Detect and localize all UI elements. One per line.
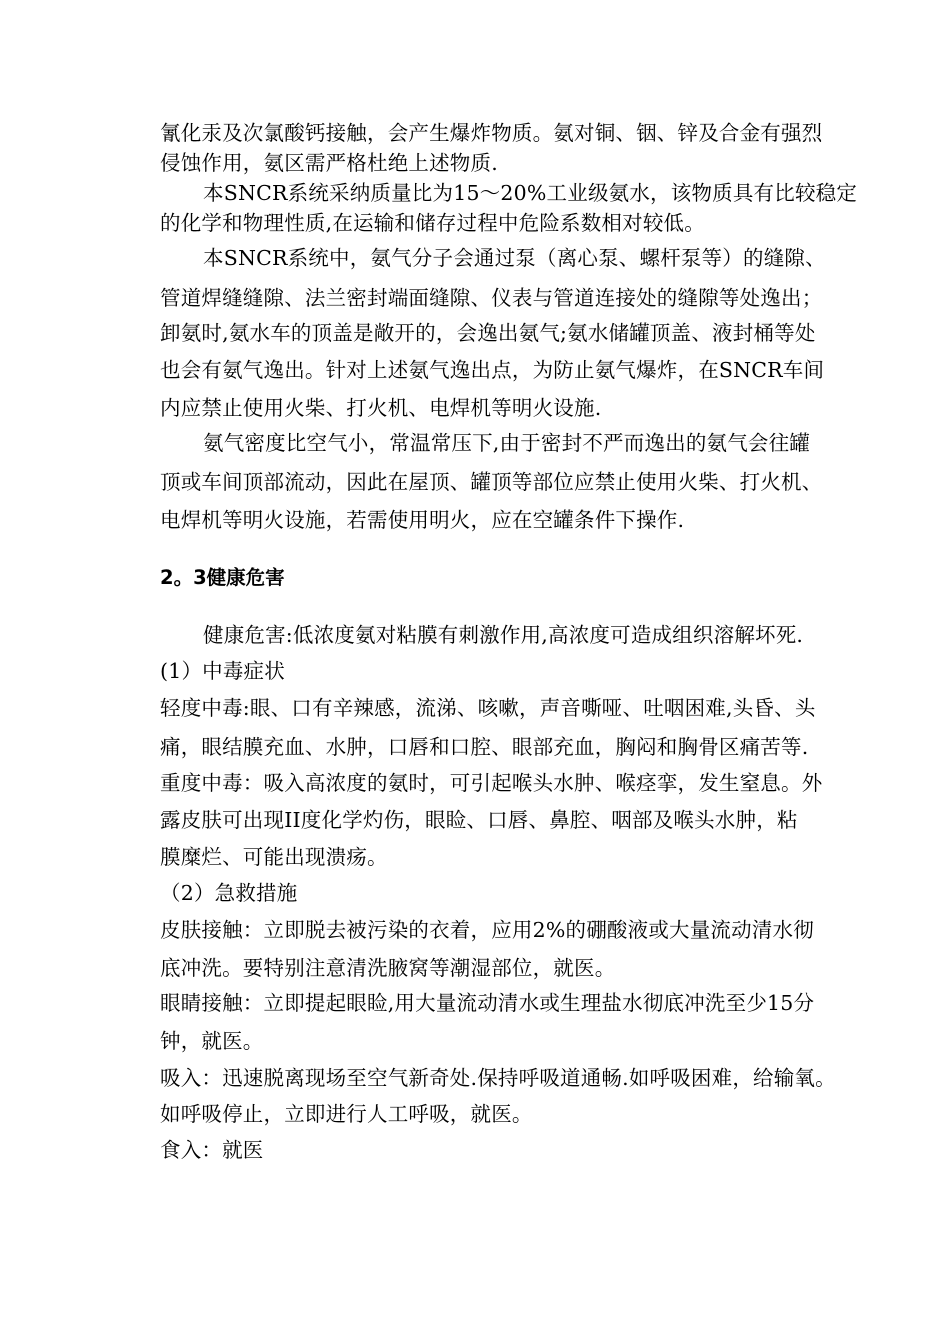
paragraph-line: 重度中毒：吸入高浓度的氨时，可引起喉头水肿、喉痉挛，发生窒息。外 bbox=[160, 771, 823, 795]
paragraph-line: 卸氨时,氨水车的顶盖是敞开的，会逸出氨气;氨水储罐顶盖、液封桶等处 bbox=[160, 321, 816, 345]
paragraph-line: 电焊机等明火设施，若需使用明火，应在空罐条件下操作. bbox=[160, 508, 685, 532]
paragraph-line: 健康危害:低浓度氨对粘膜有刺激作用,高浓度可造成组织溶解坏死. bbox=[203, 623, 804, 647]
paragraph-line: 膜糜烂、可能出现溃疡。 bbox=[160, 845, 388, 869]
paragraph-line: 本SNCR系统中，氨气分子会通过泵（离心泵、螺杆泵等）的缝隙、 bbox=[203, 246, 826, 270]
paragraph-line: 痛，眼结膜充血、水肿，口唇和口腔、眼部充血，胸闷和胸骨区痛苦等. bbox=[160, 735, 809, 759]
paragraph-line: 氰化汞及次氯酸钙接触，会产生爆炸物质。氨对铜、铟、锌及合金有强烈 bbox=[160, 121, 823, 145]
paragraph-line: 如呼吸停止，立即进行人工呼吸，就医。 bbox=[160, 1102, 533, 1126]
paragraph-line: 也会有氨气逸出。针对上述氨气逸出点，为防止氨气爆炸，在SNCR车间 bbox=[160, 358, 825, 382]
paragraph-line: 底冲洗。要特别注意清洗腋窝等潮湿部位，就医。 bbox=[160, 956, 616, 980]
paragraph-line: 氨气密度比空气小，常温常压下,由于密封不严而逸出的氨气会往罐 bbox=[203, 431, 811, 455]
paragraph-line: 眼睛接触：立即提起眼睑,用大量流动清水或生理盐水彻底冲洗至少15分 bbox=[160, 991, 815, 1015]
subsection-heading: （2）急救措施 bbox=[160, 881, 298, 905]
paragraph-line: 皮肤接触：立即脱去被污染的衣着，应用2%的硼酸液或大量流动清水彻 bbox=[160, 918, 814, 942]
paragraph-line: 本SNCR系统采纳质量比为15～20%工业级氨水，该物质具有比较稳定 bbox=[203, 181, 858, 205]
paragraph-line: 食入：就医 bbox=[160, 1138, 264, 1162]
paragraph-line: 钟，就医。 bbox=[160, 1029, 264, 1053]
paragraph-line: 管道焊缝缝隙、法兰密封端面缝隙、仪表与管道连接处的缝隙等处逸出； bbox=[160, 286, 823, 310]
section-heading: 2。3健康危害 bbox=[160, 566, 285, 589]
paragraph-line: 侵蚀作用，氨区需严格杜绝上述物质. bbox=[160, 151, 498, 175]
paragraph-line: 轻度中毒:眼、口有辛辣感，流涕、咳嗽，声音嘶哑、吐咽困难,头昏、头 bbox=[160, 696, 816, 720]
paragraph-line: 露皮肤可出现II度化学灼伤，眼睑、口唇、鼻腔、咽部及喉头水肿，粘 bbox=[160, 808, 798, 832]
paragraph-line: 内应禁止使用火柴、打火机、电焊机等明火设施. bbox=[160, 396, 602, 420]
paragraph-line: 吸入：迅速脱离现场至空气新奇处.保持呼吸道通畅.如呼吸困难，给输氧。 bbox=[160, 1066, 836, 1090]
subsection-heading: (1）中毒症状 bbox=[160, 659, 285, 683]
paragraph-line: 的化学和物理性质,在运输和储存过程中危险系数相对较低。 bbox=[160, 211, 705, 235]
paragraph-line: 顶或车间顶部流动，因此在屋顶、罐顶等部位应禁止使用火柴、打火机、 bbox=[160, 470, 823, 494]
